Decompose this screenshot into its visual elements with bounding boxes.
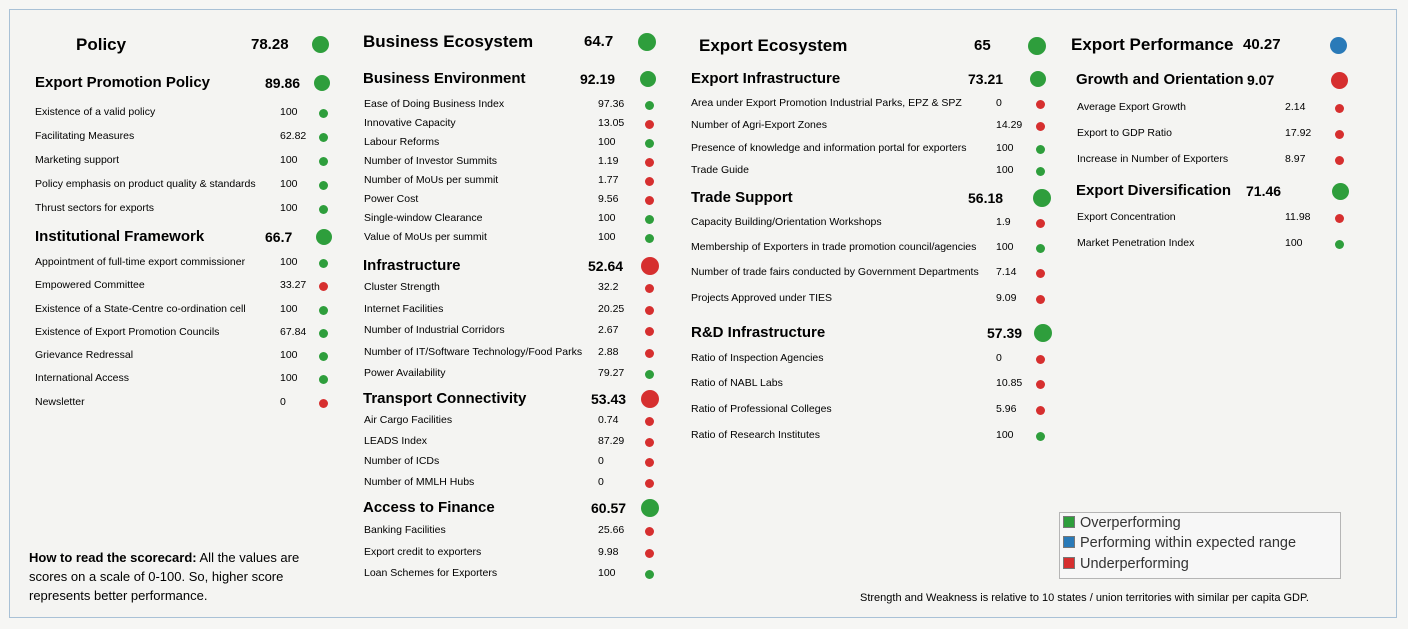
pillar-title: Export Performance xyxy=(1071,35,1234,54)
indicator-name: Labour Reforms xyxy=(364,136,440,148)
indicator-value: 100 xyxy=(996,164,1014,176)
pillar-status-dot xyxy=(1028,37,1046,55)
indicator-value: 5.96 xyxy=(996,403,1017,415)
legend-label-under: Underperforming xyxy=(1080,556,1189,572)
subpillar-status-dot xyxy=(641,257,659,275)
indicator-name: Ratio of NABL Labs xyxy=(691,377,783,389)
legend-item-expected xyxy=(1063,535,1296,551)
indicator-name: Empowered Committee xyxy=(35,279,145,291)
subpillar-score: 92.19 xyxy=(580,71,616,87)
indicator-status-dot xyxy=(319,306,328,315)
indicator-status-dot xyxy=(645,196,654,205)
indicator-value: 2.67 xyxy=(598,324,619,336)
indicator-status-dot xyxy=(1335,214,1344,223)
indicator-name: Export credit to exporters xyxy=(364,546,482,558)
subpillar-status-dot xyxy=(1030,71,1046,87)
indicator-name: Existence of a State-Centre co-ordination cell xyxy=(35,303,246,315)
indicator-name: Power Availability xyxy=(364,367,446,379)
indicator-status-dot xyxy=(645,370,654,379)
indicator-value: 100 xyxy=(280,106,298,118)
indicator-name: Presence of knowledge and information portal for exporters xyxy=(691,142,967,154)
indicator-name: Air Cargo Facilities xyxy=(364,414,453,426)
indicator-value: 0 xyxy=(996,352,1002,364)
indicator-value: 2.88 xyxy=(598,346,619,358)
pillar-status-dot xyxy=(638,33,656,51)
indicator-value: 0 xyxy=(280,396,286,408)
pillar-title: Policy xyxy=(76,35,127,54)
indicator-status-dot xyxy=(645,549,654,558)
indicator-status-dot xyxy=(319,352,328,361)
indicator-status-dot xyxy=(645,527,654,536)
indicator-name: Number of MoUs per summit xyxy=(364,174,499,186)
indicator-name: Existence of Export Promotion Councils xyxy=(35,326,220,338)
legend-label-over: Overperforming xyxy=(1080,515,1181,531)
indicator-value: 100 xyxy=(280,178,298,190)
indicator-status-dot xyxy=(319,399,328,408)
indicator-name: Membership of Exporters in trade promotion council/agencies xyxy=(691,241,977,253)
note-text: All the values are scores on a scale of 0-100. So, higher score represents better performance. xyxy=(29,550,300,603)
subpillar-status-dot xyxy=(641,390,659,408)
indicator-value: 0.74 xyxy=(598,414,619,426)
indicator-value: 79.27 xyxy=(598,367,625,379)
indicator-status-dot xyxy=(1335,104,1344,113)
indicator-status-dot xyxy=(645,417,654,426)
subpillar-title: Transport Connectivity xyxy=(363,390,527,407)
how-to-read-note xyxy=(29,548,309,605)
indicator-name: Power Cost xyxy=(364,193,419,205)
indicator-value: 1.9 xyxy=(996,216,1011,228)
indicator-name: Export Concentration xyxy=(1077,211,1176,223)
legend xyxy=(1059,512,1341,579)
legend-label-expected: Performing within expected range xyxy=(1080,535,1297,551)
indicator-name: Facilitating Measures xyxy=(35,130,135,142)
indicator-name: Capacity Building/Orientation Workshops xyxy=(691,216,882,228)
indicator-value: 20.25 xyxy=(598,303,625,315)
indicator-status-dot xyxy=(1036,406,1045,415)
subpillar-status-dot xyxy=(1332,183,1349,200)
subpillar-score: 89.86 xyxy=(265,75,301,91)
indicator-status-dot xyxy=(1036,295,1045,304)
indicator-value: 100 xyxy=(280,372,298,384)
indicator-name: Number of Investor Summits xyxy=(364,155,498,167)
footer-note: Strength and Weakness is relative to 10 states / union territories with similar per capita GDP. xyxy=(860,592,1309,604)
subpillar-title: Export Diversification xyxy=(1076,182,1232,199)
indicator-name: Marketing support xyxy=(35,154,120,166)
indicator-status-dot xyxy=(1036,380,1045,389)
indicator-name: Market Penetration Index xyxy=(1077,237,1195,249)
subpillar-status-dot xyxy=(1033,189,1051,207)
indicator-name: Cluster Strength xyxy=(364,281,440,293)
indicator-name: Average Export Growth xyxy=(1077,101,1186,113)
indicator-status-dot xyxy=(1335,130,1344,139)
indicator-name: Banking Facilities xyxy=(364,524,446,536)
indicator-status-dot xyxy=(1036,269,1045,278)
indicator-status-dot xyxy=(319,157,328,166)
indicator-name: Trade Guide xyxy=(691,164,749,176)
indicator-value: 33.27 xyxy=(280,279,307,291)
indicator-value: 100 xyxy=(280,202,298,214)
subpillar-title: Export Infrastructure xyxy=(691,70,841,87)
pillar-status-dot xyxy=(1330,37,1347,54)
subpillar-title: Business Environment xyxy=(363,70,526,87)
indicator-name: Number of trade fairs conducted by Government Departments xyxy=(691,266,979,278)
indicator-status-dot xyxy=(1036,167,1045,176)
indicator-status-dot xyxy=(645,120,654,129)
subpillar-status-dot xyxy=(640,71,656,87)
indicator-status-dot xyxy=(319,109,328,118)
subpillar-score: 71.46 xyxy=(1246,183,1282,199)
indicator-status-dot xyxy=(645,215,654,224)
indicator-status-dot xyxy=(319,329,328,338)
indicator-value: 1.77 xyxy=(598,174,619,186)
subpillar-score: 57.39 xyxy=(987,325,1023,341)
indicator-status-dot xyxy=(1335,156,1344,165)
indicator-name: LEADS Index xyxy=(364,435,428,447)
indicator-status-dot xyxy=(645,438,654,447)
indicator-name: Grievance Redressal xyxy=(35,349,134,361)
indicator-name: Area under Export Promotion Industrial Parks, EPZ & SPZ xyxy=(691,97,962,109)
indicator-status-dot xyxy=(645,349,654,358)
indicator-name: Number of Industrial Corridors xyxy=(364,324,505,336)
indicator-name: Thrust sectors for exports xyxy=(35,202,155,214)
indicator-name: Export to GDP Ratio xyxy=(1077,127,1172,139)
legend-swatch-expected xyxy=(1063,536,1075,548)
indicator-status-dot xyxy=(1036,219,1045,228)
subpillar-score: 66.7 xyxy=(265,229,293,245)
subpillar-title: R&D Infrastructure xyxy=(691,324,826,341)
subpillar-score: 53.43 xyxy=(591,391,627,407)
indicator-value: 100 xyxy=(598,136,616,148)
indicator-name: Number of ICDs xyxy=(364,455,440,467)
indicator-status-dot xyxy=(645,306,654,315)
indicator-status-dot xyxy=(1036,100,1045,109)
indicator-status-dot xyxy=(319,259,328,268)
legend-item-over xyxy=(1063,515,1181,531)
subpillar-score: 60.57 xyxy=(591,500,627,516)
indicator-name: Internet Facilities xyxy=(364,303,444,315)
indicator-value: 1.19 xyxy=(598,155,619,167)
indicator-value: 17.92 xyxy=(1285,127,1312,139)
indicator-name: International Access xyxy=(35,372,129,384)
subpillar-title: Export Promotion Policy xyxy=(35,74,211,91)
pillar-score: 64.7 xyxy=(584,33,614,50)
subpillar-score: 73.21 xyxy=(968,71,1004,87)
indicator-status-dot xyxy=(319,375,328,384)
pillar-score: 65 xyxy=(974,37,991,54)
indicator-value: 9.09 xyxy=(996,292,1017,304)
indicator-status-dot xyxy=(319,282,328,291)
indicator-name: Value of MoUs per summit xyxy=(364,231,487,243)
legend-swatch-over xyxy=(1063,516,1075,528)
indicator-status-dot xyxy=(1335,240,1344,249)
indicator-status-dot xyxy=(645,570,654,579)
indicator-value: 67.84 xyxy=(280,326,307,338)
indicator-value: 25.66 xyxy=(598,524,625,536)
indicator-status-dot xyxy=(645,284,654,293)
subpillar-title: Infrastructure xyxy=(363,257,461,274)
indicator-status-dot xyxy=(319,181,328,190)
indicator-value: 100 xyxy=(280,349,298,361)
indicator-name: Ratio of Research Institutes xyxy=(691,429,820,441)
indicator-value: 100 xyxy=(280,154,298,166)
legend-swatch-under xyxy=(1063,557,1075,569)
indicator-value: 0 xyxy=(598,455,604,467)
indicator-name: Innovative Capacity xyxy=(364,117,456,129)
indicator-status-dot xyxy=(645,479,654,488)
indicator-value: 2.14 xyxy=(1285,101,1306,113)
pillar-score: 40.27 xyxy=(1243,36,1281,53)
indicator-value: 9.98 xyxy=(598,546,619,558)
indicator-name: Single-window Clearance xyxy=(364,212,483,224)
indicator-name: Policy emphasis on product quality & standards xyxy=(35,178,256,190)
indicator-status-dot xyxy=(645,458,654,467)
indicator-value: 7.14 xyxy=(996,266,1017,278)
indicator-name: Existence of a valid policy xyxy=(35,106,156,118)
indicator-status-dot xyxy=(645,234,654,243)
indicator-value: 14.29 xyxy=(996,119,1023,131)
subpillar-status-dot xyxy=(314,75,330,91)
subpillar-score: 9.07 xyxy=(1247,72,1275,88)
pillar-status-dot xyxy=(312,36,329,53)
subpillar-status-dot xyxy=(1034,324,1052,342)
indicator-value: 8.97 xyxy=(1285,153,1306,165)
subpillar-status-dot xyxy=(316,229,332,245)
indicator-status-dot xyxy=(645,158,654,167)
subpillar-score: 56.18 xyxy=(968,190,1004,206)
indicator-value: 100 xyxy=(598,231,616,243)
subpillar-title: Access to Finance xyxy=(363,499,495,516)
indicator-value: 100 xyxy=(598,212,616,224)
pillar-title: Business Ecosystem xyxy=(363,32,534,51)
indicator-status-dot xyxy=(319,205,328,214)
indicator-status-dot xyxy=(1036,355,1045,364)
indicator-value: 32.2 xyxy=(598,281,619,293)
indicator-status-dot xyxy=(645,139,654,148)
indicator-value: 100 xyxy=(996,429,1014,441)
indicator-name: Appointment of full-time export commissioner xyxy=(35,256,246,268)
subpillar-score: 52.64 xyxy=(588,258,624,274)
indicator-value: 100 xyxy=(1285,237,1303,249)
indicator-value: 100 xyxy=(996,142,1014,154)
indicator-name: Loan Schemes for Exporters xyxy=(364,567,498,579)
indicator-status-dot xyxy=(1036,244,1045,253)
indicator-name: Newsletter xyxy=(35,396,85,408)
indicator-value: 9.56 xyxy=(598,193,619,205)
indicator-status-dot xyxy=(645,327,654,336)
indicator-name: Projects Approved under TIES xyxy=(691,292,833,304)
indicator-value: 13.05 xyxy=(598,117,625,129)
indicator-status-dot xyxy=(645,177,654,186)
indicator-status-dot xyxy=(1036,432,1045,441)
indicator-status-dot xyxy=(645,101,654,110)
indicator-value: 100 xyxy=(996,241,1014,253)
indicator-name: Ratio of Inspection Agencies xyxy=(691,352,824,364)
indicator-value: 11.98 xyxy=(1285,211,1311,223)
indicator-value: 87.29 xyxy=(598,435,625,447)
indicator-status-dot xyxy=(319,133,328,142)
indicator-name: Increase in Number of Exporters xyxy=(1077,153,1229,165)
indicator-value: 100 xyxy=(280,303,298,315)
indicator-value: 97.36 xyxy=(598,98,625,110)
indicator-value: 62.82 xyxy=(280,130,307,142)
subpillar-title: Trade Support xyxy=(691,189,793,206)
legend-item-under xyxy=(1063,556,1189,572)
subpillar-title: Growth and Orientation xyxy=(1076,71,1244,88)
indicator-status-dot xyxy=(1036,122,1045,131)
subpillar-title: Institutional Framework xyxy=(35,228,205,245)
indicator-value: 100 xyxy=(598,567,616,579)
note-heading: How to read the scorecard: xyxy=(29,550,197,565)
indicator-name: Number of Agri-Export Zones xyxy=(691,119,827,131)
pillar-title: Export Ecosystem xyxy=(699,36,848,55)
indicator-value: 100 xyxy=(280,256,298,268)
indicator-name: Ease of Doing Business Index xyxy=(364,98,505,110)
indicator-status-dot xyxy=(1036,145,1045,154)
subpillar-status-dot xyxy=(1331,72,1348,89)
pillar-score: 78.28 xyxy=(251,36,289,53)
indicator-name: Number of IT/Software Technology/Food Parks xyxy=(364,346,583,358)
indicator-name: Ratio of Professional Colleges xyxy=(691,403,832,415)
indicator-value: 0 xyxy=(598,476,604,488)
indicator-value: 10.85 xyxy=(996,377,1023,389)
subpillar-status-dot xyxy=(641,499,659,517)
indicator-value: 0 xyxy=(996,97,1002,109)
indicator-name: Number of MMLH Hubs xyxy=(364,476,475,488)
